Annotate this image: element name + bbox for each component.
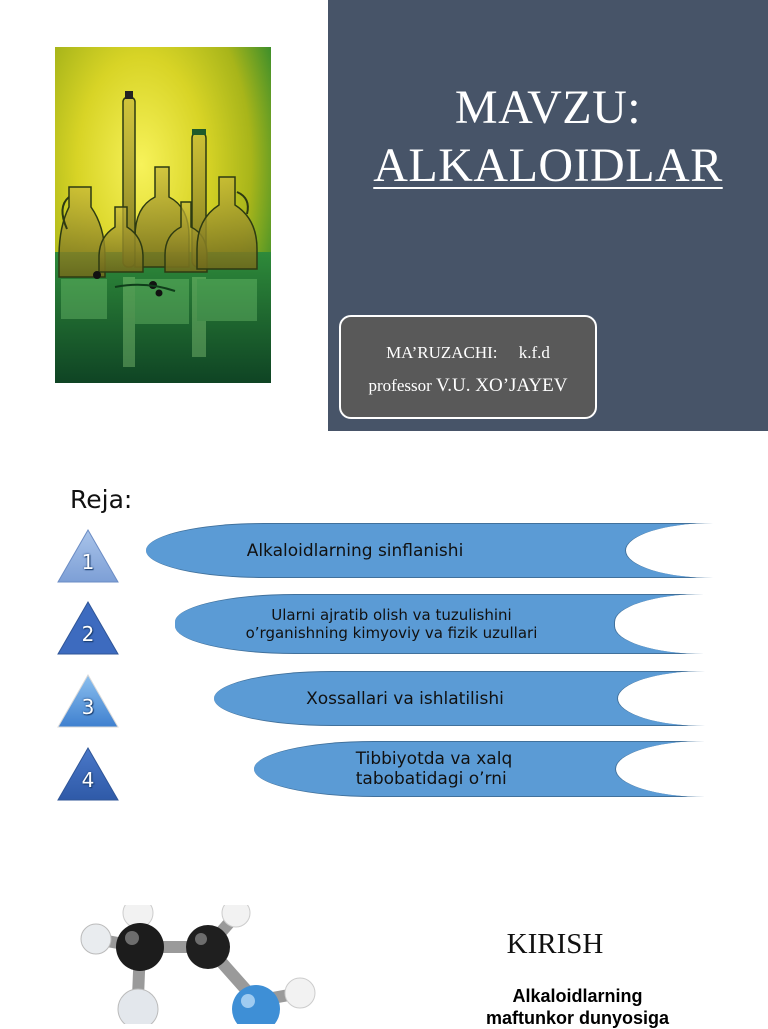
triangle-3-number: 3	[81, 695, 95, 719]
plan-item-2-line1: Ularni ajratib olish va tuzulishini	[271, 606, 512, 624]
plan-item-2-line2: o’rganishning kimyoviy va fizik uzullari	[245, 624, 538, 642]
intro-line1: Alkaloidlarning	[512, 986, 643, 1006]
speaker-degree: k.f.d	[518, 343, 550, 362]
speaker-line2	[341, 375, 595, 397]
plan-item-4-line1: Tibbiyotda va xalq	[355, 749, 513, 769]
plan-item-2-text	[246, 606, 538, 642]
plan-item-4	[254, 741, 704, 797]
plan-item-3	[214, 671, 706, 726]
molecule-model-icon	[60, 905, 350, 1024]
slide-title-line2: ALKALOIDLAR	[373, 139, 723, 192]
triangle-2-icon	[56, 600, 120, 656]
speaker-name: V.U. XO’JAYEV	[436, 375, 568, 396]
speaker-label: MA’RUZACHI:	[386, 343, 498, 362]
triangle-1-icon	[56, 528, 120, 584]
triangle-4-number: 4	[81, 768, 95, 792]
intro-line2: maftunkor dunyosiga	[485, 1008, 669, 1028]
plan-item-1	[146, 523, 714, 578]
slide-title-line1: MAVZU:	[454, 81, 642, 134]
glass-bottles-photo	[55, 47, 271, 383]
plan-item-4-text	[356, 749, 513, 789]
plan-item-1-text: Alkaloidlarning sinflanishi	[246, 540, 464, 561]
intro-heading: KIRISH	[506, 928, 604, 960]
triangle-3-icon	[56, 673, 120, 729]
plan-item-3-text: Xossallari va ishlatilishi	[306, 688, 504, 709]
triangle-1-number: 1	[81, 550, 95, 574]
speaker-line1	[341, 343, 595, 363]
plan-item-4-line2: tabobatidagi o’rni	[355, 769, 507, 789]
speaker-box	[339, 315, 597, 419]
speaker-position: professor	[368, 376, 432, 395]
intro-text	[440, 985, 715, 1029]
triangle-2-number: 2	[81, 622, 95, 646]
triangle-4-icon	[56, 746, 120, 802]
plan-item-2	[175, 594, 703, 654]
plan-heading: Reja:	[70, 485, 133, 514]
